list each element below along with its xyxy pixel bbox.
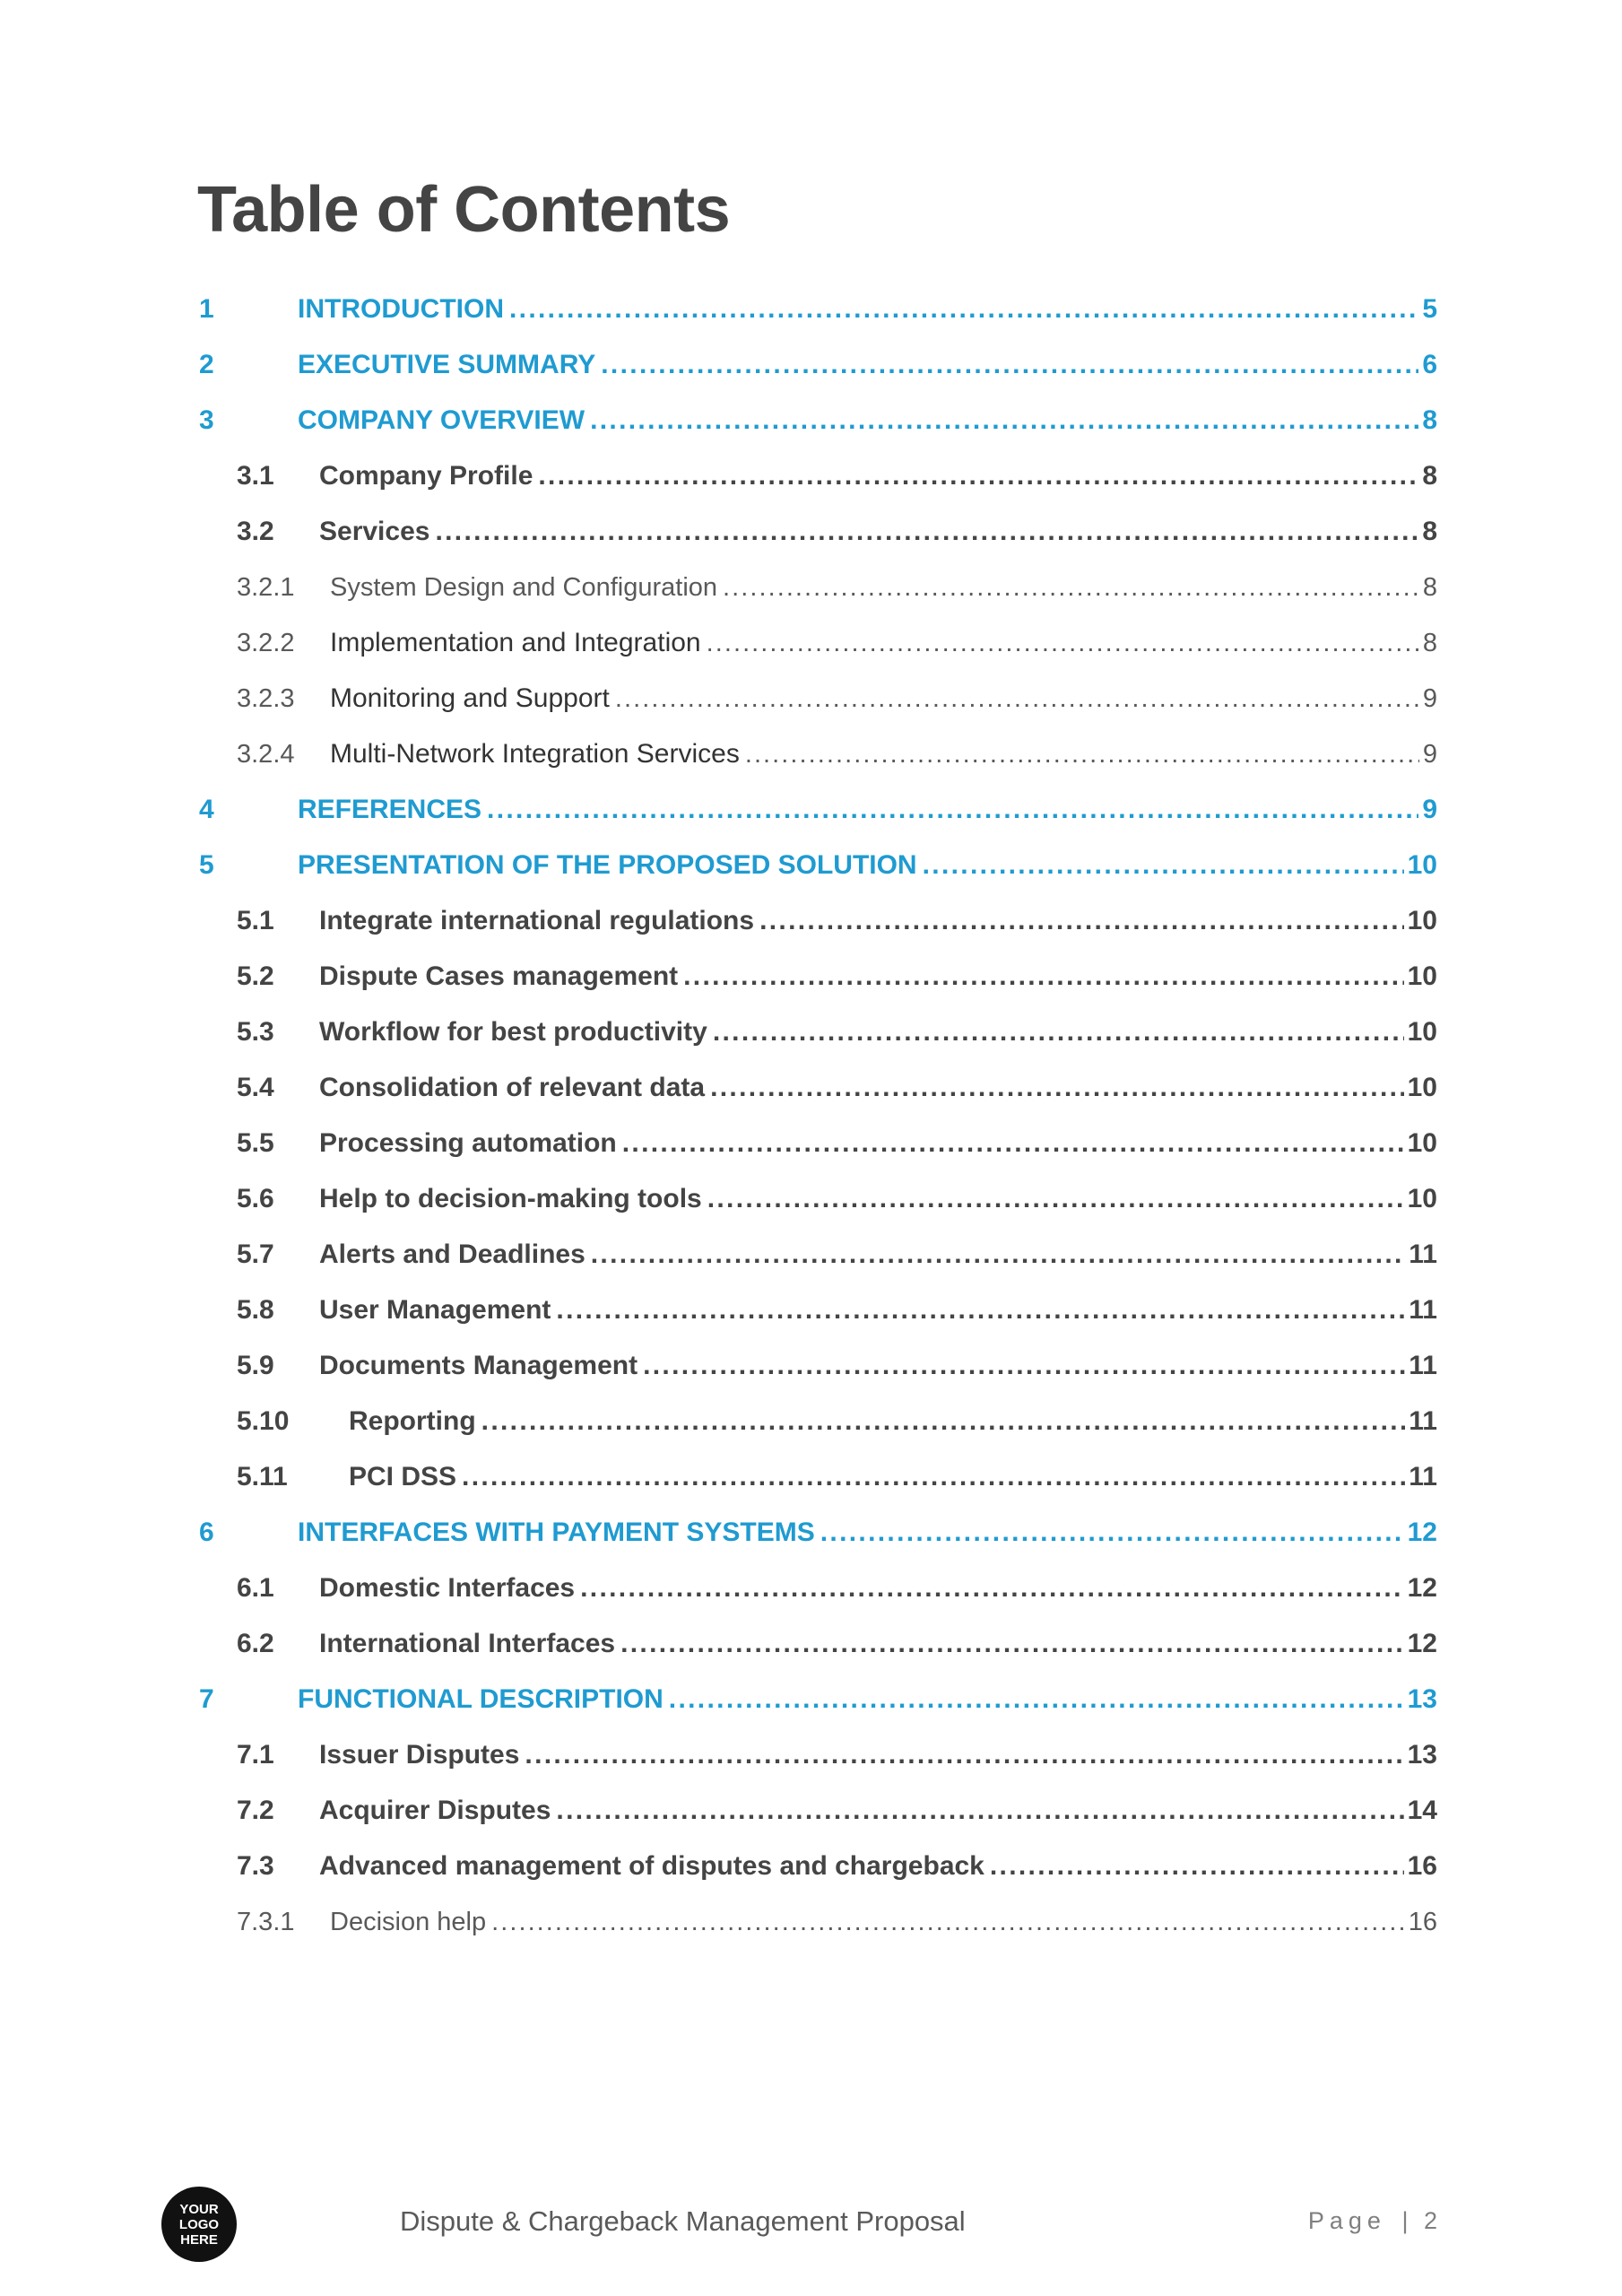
toc-entry-number: 5.10 [237, 1406, 290, 1436]
toc-entry[interactable] [237, 619, 1437, 658]
toc-entry-page: 16 [1407, 1851, 1437, 1881]
toc-dot-leader [990, 1851, 1404, 1882]
toc-entry-number: 6 [199, 1518, 214, 1547]
toc-entry-page: 5 [1422, 294, 1437, 324]
toc-entry-label: User Management [319, 1295, 551, 1325]
toc-entry-number: 7.1 [237, 1740, 274, 1770]
toc-entry[interactable] [237, 1842, 1437, 1882]
toc-entry-label: Domestic Interfaces [319, 1573, 576, 1603]
toc-entry-page: 16 [1408, 1908, 1437, 1936]
toc-title: Table of Contents [197, 174, 731, 246]
toc-entry[interactable] [199, 841, 1437, 881]
toc-dot-leader [923, 850, 1404, 881]
toc-dot-leader [683, 961, 1403, 992]
toc-entry-number: 5 [199, 850, 214, 880]
toc-entry-label: Company Profile [319, 461, 533, 491]
toc-entry[interactable] [237, 563, 1437, 603]
toc-dot-leader [491, 1908, 1405, 1937]
toc-entry-label: Processing automation [319, 1128, 617, 1158]
toc-dot-leader [525, 1740, 1403, 1770]
toc-entry-number: 7.2 [237, 1796, 274, 1825]
logo-text-line: HERE [180, 2231, 218, 2248]
toc-entry-number: 3.2.1 [237, 573, 295, 602]
toc-entry-label: Acquirer Disputes [319, 1796, 551, 1825]
toc-dot-leader [622, 1128, 1404, 1159]
toc-entry-label: Issuer Disputes [319, 1740, 520, 1770]
toc-dot-leader [601, 350, 1418, 380]
toc-entry-page: 8 [1422, 629, 1437, 657]
toc-entry-number: 3 [199, 405, 214, 435]
toc-entry-number: 7 [199, 1684, 214, 1714]
toc-entry-label: Monitoring and Support [330, 683, 610, 713]
toc-entry-page: 10 [1407, 1128, 1437, 1158]
toc-entry-number: 3.2.2 [237, 629, 295, 657]
toc-entry-label: Services [319, 517, 430, 546]
toc-entry-page: 12 [1407, 1573, 1437, 1603]
toc-entry-label: COMPANY OVERVIEW [298, 405, 585, 435]
toc-entry[interactable] [237, 452, 1437, 491]
toc-entry-number: 3.2 [237, 517, 274, 546]
toc-entry[interactable] [199, 396, 1437, 436]
toc-entry-number: 5.5 [237, 1128, 274, 1158]
toc-dot-leader [745, 740, 1419, 770]
toc-entry-label: Workflow for best productivity [319, 1017, 707, 1047]
toc-entry-number: 5.3 [237, 1017, 274, 1047]
toc-entry-label: International Interfaces [319, 1629, 616, 1658]
toc-entry-page: 14 [1407, 1796, 1437, 1825]
toc-entry-page: 11 [1409, 1462, 1437, 1492]
toc-entry-page: 10 [1407, 850, 1437, 880]
toc-entry[interactable] [237, 897, 1437, 936]
toc-entry-page: 9 [1422, 684, 1437, 713]
toc-dot-leader [615, 684, 1419, 714]
toc-entry-label: Advanced management of disputes and chargeback [319, 1851, 984, 1881]
toc-dot-leader [759, 906, 1404, 936]
toc-entry-label: REFERENCES [298, 795, 482, 824]
footer-page-value: 2 [1423, 2207, 1437, 2234]
toc-entry-label: EXECUTIVE SUMMARY [298, 350, 596, 379]
toc-entry[interactable] [237, 1175, 1437, 1214]
toc-dot-leader [509, 294, 1418, 325]
toc-entry-page: 8 [1422, 517, 1437, 546]
toc-entry[interactable] [199, 1675, 1437, 1715]
toc-entry[interactable] [237, 1731, 1437, 1770]
toc-dot-leader [481, 1406, 1406, 1437]
toc-entry[interactable] [237, 674, 1437, 714]
toc-entry-page: 12 [1407, 1518, 1437, 1547]
toc-entry-number: 6.2 [237, 1629, 274, 1658]
logo [161, 2187, 237, 2262]
toc-dot-leader [713, 1017, 1404, 1048]
toc-entry-label: Alerts and Deadlines [319, 1239, 585, 1269]
toc-entry[interactable] [237, 1008, 1437, 1048]
toc-entry-page: 8 [1422, 405, 1437, 435]
toc-dot-leader [487, 795, 1418, 825]
toc-entry-label: Decision help [330, 1908, 487, 1936]
toc-entry-label: INTERFACES WITH PAYMENT SYSTEMS [298, 1518, 815, 1547]
toc-entry-number: 2 [199, 350, 214, 379]
toc-dot-leader [462, 1462, 1405, 1492]
toc-dot-leader [556, 1796, 1403, 1826]
toc-entry-number: 5.9 [237, 1351, 274, 1380]
toc-entry[interactable] [199, 786, 1437, 825]
toc-entry-page: 6 [1422, 350, 1437, 379]
toc-entry-page: 11 [1409, 1406, 1437, 1436]
toc-dot-leader [707, 1184, 1404, 1214]
toc-entry[interactable] [237, 952, 1437, 992]
toc-entry[interactable] [237, 1564, 1437, 1604]
toc-entry-label: Consolidation of relevant data [319, 1073, 706, 1102]
toc-entry-page: 10 [1407, 1073, 1437, 1102]
toc-entry-label: PCI DSS [349, 1462, 457, 1492]
toc-entry-page: 11 [1409, 1295, 1437, 1325]
toc-entry[interactable] [237, 1231, 1437, 1270]
toc-entry-page: 9 [1422, 795, 1437, 824]
toc-dot-leader [556, 1295, 1405, 1326]
toc-entry-page: 12 [1407, 1629, 1437, 1658]
toc-entry[interactable] [237, 1787, 1437, 1826]
toc-entry[interactable] [237, 730, 1437, 770]
toc-entry-number: 3.1 [237, 461, 274, 491]
toc-dot-leader [590, 405, 1418, 436]
toc-entry-label: Multi-Network Integration Services [330, 739, 740, 769]
toc-entry[interactable] [237, 1620, 1437, 1659]
toc-entry-number: 5.7 [237, 1239, 274, 1269]
toc-entry-label: PRESENTATION OF THE PROPOSED SOLUTION [298, 850, 917, 880]
toc-entry-page: 10 [1407, 906, 1437, 935]
toc-entry-label: INTRODUCTION [298, 294, 504, 324]
toc-entry-number: 3.2.3 [237, 684, 295, 713]
toc-dot-leader [591, 1239, 1406, 1270]
toc-dot-leader [723, 573, 1419, 603]
toc-entry-label: System Design and Configuration [330, 573, 718, 602]
toc-entry-label: FUNCTIONAL DESCRIPTION [298, 1684, 664, 1714]
toc-entry-number: 5.6 [237, 1184, 274, 1213]
toc-entry[interactable] [237, 1286, 1437, 1326]
toc-entry-number: 5.2 [237, 961, 274, 991]
toc-dot-leader [580, 1573, 1404, 1604]
toc-entry-label: Help to decision-making tools [319, 1184, 702, 1213]
toc-entry-number: 4 [199, 795, 214, 824]
toc-entry[interactable] [199, 1509, 1437, 1548]
toc-entry[interactable] [237, 508, 1437, 547]
toc-entry-label: Documents Management [319, 1351, 638, 1380]
toc-entry[interactable] [237, 1397, 1437, 1437]
toc-entry-number: 5.4 [237, 1073, 274, 1102]
toc-entry-page: 13 [1407, 1684, 1437, 1714]
toc-entry-page: 11 [1409, 1351, 1437, 1380]
toc-entry-label: Dispute Cases management [319, 961, 679, 991]
toc-entry-page: 13 [1407, 1740, 1437, 1770]
toc-dot-leader [710, 1073, 1404, 1103]
footer-page-label: Page [1307, 2207, 1386, 2234]
toc-entry-page: 8 [1422, 573, 1437, 602]
toc-entry-label: Implementation and Integration [330, 628, 701, 657]
toc-entry-number: 5.11 [237, 1462, 288, 1492]
toc-entry-number: 7.3 [237, 1851, 274, 1881]
toc-entry-label: Reporting [349, 1406, 476, 1436]
toc-entry-number: 1 [199, 294, 214, 324]
toc-entry[interactable] [237, 1119, 1437, 1159]
toc-entry-page: 9 [1422, 740, 1437, 769]
toc-dot-leader [669, 1684, 1404, 1715]
toc-entry-number: 5.1 [237, 906, 274, 935]
footer-page-number [1308, 2207, 1437, 2235]
toc-entry[interactable] [237, 1064, 1437, 1103]
toc-entry-page: 8 [1422, 461, 1437, 491]
toc-entry[interactable] [237, 1898, 1437, 1937]
toc-entry-page: 10 [1407, 1184, 1437, 1213]
toc-dot-leader [538, 461, 1418, 491]
toc-entry[interactable] [237, 1453, 1437, 1492]
toc-entry-number: 3.2.4 [237, 740, 295, 769]
toc-entry-number: 6.1 [237, 1573, 274, 1603]
toc-entry[interactable] [237, 1342, 1437, 1381]
footer-page-separator: | [1401, 2207, 1409, 2234]
logo-text-line: YOUR [179, 2201, 219, 2217]
toc-entry-page: 11 [1409, 1239, 1437, 1269]
toc-entry[interactable] [199, 341, 1437, 380]
toc-entry-number: 5.8 [237, 1295, 274, 1325]
toc-entry-number: 7.3.1 [237, 1908, 295, 1936]
toc-entry-page: 10 [1407, 961, 1437, 991]
toc-dot-leader [643, 1351, 1405, 1381]
toc-dot-leader [620, 1629, 1404, 1659]
toc-entry-page: 10 [1407, 1017, 1437, 1047]
logo-text-line: LOGO [178, 2216, 220, 2232]
toc-entry[interactable] [199, 285, 1437, 325]
footer-document-title: Dispute & Chargeback Management Proposal [400, 2205, 966, 2237]
toc-dot-leader [435, 517, 1418, 547]
toc-dot-leader [707, 629, 1419, 658]
toc-dot-leader [820, 1518, 1404, 1548]
toc-entry-label: Integrate international regulations [319, 906, 755, 935]
